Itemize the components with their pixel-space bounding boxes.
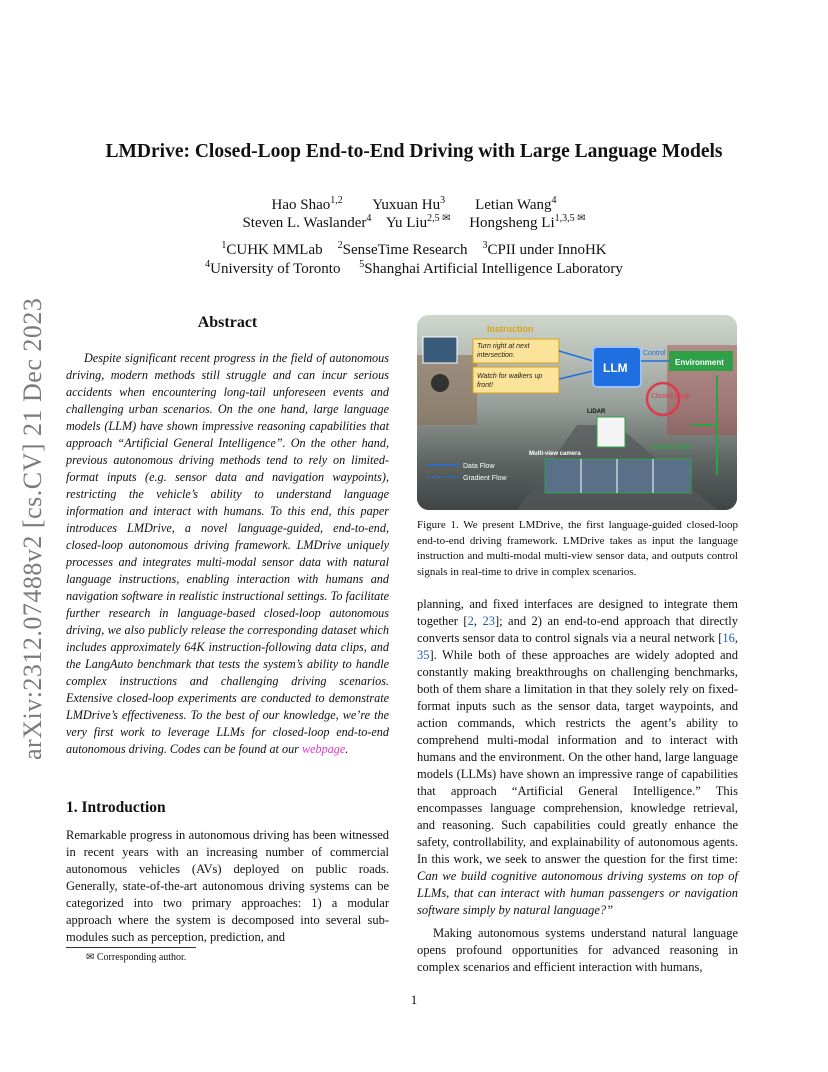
author: Steven L. Waslander$^4$: [242, 213, 372, 231]
figure-1-caption: Figure 1. We present LMDrive, the first language-guided closed-loop end-to-end driving framework. LMDrive takes as input the language instruction and multi-modal multi-view sensor data, and outputs control signals in real-time to drive in complex scenarios.: [417, 519, 738, 578]
multiview-camera-strip: [545, 459, 691, 493]
footnote: ✉ Corresponding author.: [86, 952, 187, 963]
citation-link[interactable]: 35: [417, 648, 430, 662]
paper-title: LMDrive: Closed-Loop End-to-End Driving with Large Language Models: [105, 141, 723, 162]
abstract-body: Despite significant recent progress in the field of autonomous driving, modern methods still struggle and can incur serious accidents when encountering long-tail unforeseen events and challenging urban scenarios. On the one hand, large language models (LLM) have shown impressive reasoning capabilities that approach “Artificial General Intelligence”. On the other hand, previous autonomous driving methods tend to rely on limited-format inputs (e.g. sensor data and navigation waypoints), restricting the vehicle’s ability to understand language information and interact with humans. To this end, this paper introduces LMDrive, a novel language-guided, end-to-end, closed-loop autonomous driving framework. LMDrive uniquely processes and integrates multi-modal sensor data with natural language instructions, enabling interaction with humans and navigation software in realistic instructional settings. To facilitate further research in language-based closed-loop autonomous driving, we also publicly release the corresponding dataset which includes approximately 64K instruction-following data clips, and the LangAuto benchmark that tests the system’s ability to handle complex instructions and challenging driving scenarios. Extensive closed-loop experiments are conducted to demonstrate LMDrive’s effectiveness. To the best of our knowledge, we’re the very first work to leverage LLMs for closed-loop end-to-end autonomous driving. Codes can be found at our webpage.: [66, 351, 389, 756]
author: Letian Wang$^4$: [475, 195, 557, 213]
data-flow-label: Data Flow: [463, 463, 495, 470]
instruction-2: Watch for walkers up front!: [477, 373, 543, 389]
abstract-heading: Abstract: [197, 314, 258, 331]
authors-line-1: [0, 195, 828, 214]
control-label: Control: [643, 350, 666, 357]
citation-link[interactable]: 16: [722, 631, 735, 645]
sensor-data-label: Sensor data: [651, 444, 692, 451]
author: Yu Liu$^{2,5 ✉}$: [385, 213, 451, 231]
citation-link[interactable]: 2: [467, 614, 474, 628]
introduction-body: Remarkable progress in autonomous driving has been witnessed in recent years with an increasing number of commercial autonomous vehicles (AVs) deployed on public roads. Generally, state-of-the-art autonomous driving systems can be categorized into two primary approaches: 1) a modular approach where the system is decomposed into several sub-modules such as perception, prediction, and: [66, 828, 389, 944]
passenger-icon: [431, 374, 449, 392]
llm-label: LLM: [603, 361, 628, 375]
lidar-label: LiDAR: [587, 409, 606, 415]
author: Hongsheng $Li^{1,3,5 ✉}$: [469, 213, 586, 231]
navigation-map-icon: [423, 337, 457, 363]
figure-1-image: [417, 315, 737, 510]
authors-line-2: [0, 213, 828, 232]
right-column-body: planning, and fixed interfaces are designed to integrate them together [2, 23]; and 2) an end-to-end approach that directly converts sensor data to control signals via a neural network [16, 35]. While both of these approaches are widely adopted and constantly making breakthroughs on challenging benchmarks, both of them share a limitation in that they solely rely on fixed-format inputs such as the sensor data, target waypoints, and action commands, which restricts the agent’s ability to comprehend multi-modal information and to interact with humans and the environment. On the other hand, large language models (LLMs) have shown an impressive range of capabilities that approach “Artificial General Intelligence.” This encompasses language comprehension, knowledge retrieval, and reasoning. Such capabilities could greatly enhance the safety, controllability, and explainability of autonomous agents. In this work, we seek to answer the question for the first time: Can we build cognitive autonomous driving systems on top of LLMs, that can interact with human passengers or navigation software simply by natural language?” Making autonomous systems understand natural language opens profound opportunities for advanced reasoning in complex scenarios and efficient interaction with humans,: [417, 597, 738, 974]
research-question: Can we build cognitive autonomous driving systems on top of LLMs, that can interact with human passengers or navigation software simply by natural language?”: [417, 869, 738, 917]
multiview-label: Multi-view camera: [529, 451, 581, 457]
webpage-link[interactable]: webpage: [301, 742, 346, 756]
environment-label: Environment: [675, 358, 724, 367]
author: Yuxuan Hu$^3$: [372, 195, 446, 213]
author: Hao Shao$^{1,2}$: [271, 195, 343, 213]
gradient-flow-label: Gradient Flow: [463, 475, 507, 482]
affiliations-line-1: $^1$CUHK MMLab $^2$SenseTime Research $^3$CPII under InnoHK: [221, 240, 607, 258]
arxiv-stamp: arXiv:2312.07488v2 [cs.CV] 21 Dec 2023: [18, 297, 47, 760]
instruction-label: Instruction: [487, 324, 534, 334]
footnote-divider: [66, 947, 196, 948]
closed-loop-label: Closed Loop: [651, 393, 691, 400]
page-number: 1: [410, 992, 418, 1007]
citation-link[interactable]: 23: [482, 614, 495, 628]
section-heading-introduction: 1. Introduction: [66, 799, 166, 816]
lidar-view: [597, 417, 625, 447]
figure-diagram: [417, 315, 737, 510]
affiliations-line-2: $^4$University of Toronto $^5$Shanghai Artificial Intelligence Laboratory: [205, 259, 623, 277]
instruction-1: Turn right at next intersection.: [477, 343, 530, 359]
